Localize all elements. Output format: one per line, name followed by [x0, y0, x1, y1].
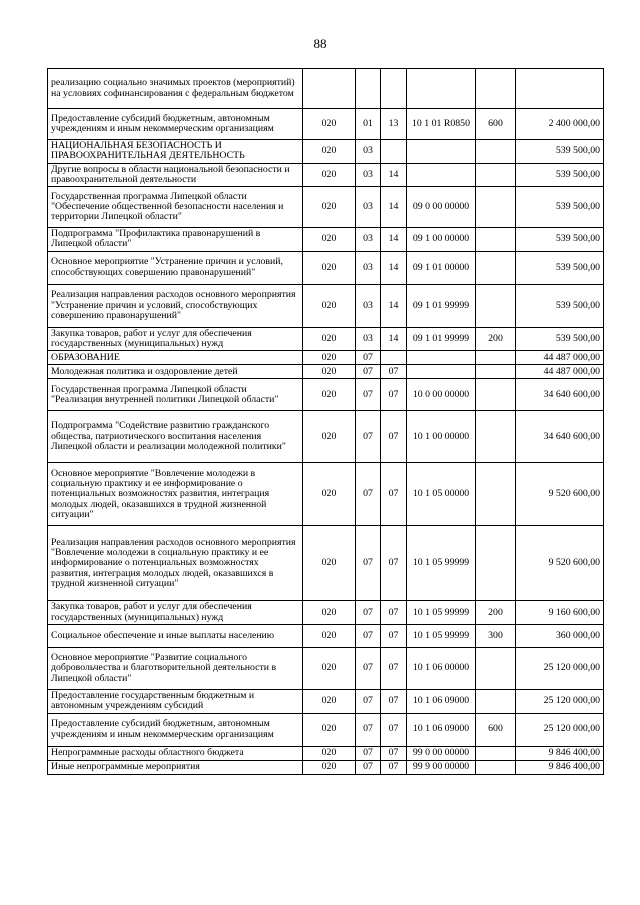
section-code: [356, 69, 381, 109]
subsection-code: 14: [381, 327, 407, 351]
table-row: [48, 526, 604, 601]
expense-type-code: [476, 647, 516, 689]
table-row: [48, 713, 604, 746]
admin-code: 020: [303, 463, 356, 526]
target-article-code: 99 0 00 00000: [407, 746, 476, 760]
item-name: Предоставление субсидий бюджетным, автономным учреждениям и иным некоммерческим организациям: [48, 713, 303, 746]
subsection-code: 14: [381, 228, 407, 252]
item-name: Непрограммные расходы областного бюджета: [48, 746, 303, 760]
admin-code: 020: [303, 163, 356, 187]
table-row: [48, 140, 604, 164]
subsection-code: 07: [381, 713, 407, 746]
amount: 25 120 000,00: [516, 647, 604, 689]
section-code: 07: [356, 601, 381, 625]
expense-type-code: 200: [476, 601, 516, 625]
target-article-code: [407, 365, 476, 379]
target-article-code: 10 1 00 00000: [407, 411, 476, 463]
table-row: [48, 365, 604, 379]
expense-type-code: [476, 760, 516, 774]
item-name: Иные непрограммные мероприятия: [48, 760, 303, 774]
expense-type-code: [476, 187, 516, 228]
admin-code: 020: [303, 760, 356, 774]
subsection-code: 14: [381, 251, 407, 284]
subsection-code: 07: [381, 379, 407, 411]
amount: 360 000,00: [516, 624, 604, 647]
section-code: 07: [356, 689, 381, 713]
item-name: Основное мероприятие "Вовлечение молодежи в социальную практику и ее информирование о потенциальных возможностях развития, интеграция молодых людей, оказавшихся в трудной жизненной ситуации": [48, 463, 303, 526]
amount: 9 846 400,00: [516, 760, 604, 774]
item-name: Закупка товаров, работ и услуг для обеспечения государственных (муниципальных) нужд: [48, 327, 303, 351]
target-article-code: 09 0 00 00000: [407, 187, 476, 228]
section-code: 03: [356, 187, 381, 228]
expense-type-code: [476, 163, 516, 187]
admin-code: 020: [303, 689, 356, 713]
admin-code: 020: [303, 327, 356, 351]
section-code: 07: [356, 526, 381, 601]
table-row: [48, 647, 604, 689]
table-row: [48, 351, 604, 365]
expense-type-code: [476, 526, 516, 601]
expense-type-code: [476, 351, 516, 365]
item-name: Подпрограмма "Содействие развитию гражданского общества, патриотического воспитания населения Липецкой области и реализации молодежной политики": [48, 411, 303, 463]
target-article-code: 10 1 05 00000: [407, 463, 476, 526]
budget-table-body: [48, 69, 604, 775]
item-name: Другие вопросы в области национальной безопасности и правоохранительной деятельности: [48, 163, 303, 187]
section-code: 03: [356, 163, 381, 187]
subsection-code: 13: [381, 109, 407, 140]
section-code: 07: [356, 647, 381, 689]
subsection-code: [381, 140, 407, 164]
section-code: 03: [356, 284, 381, 327]
subsection-code: [381, 351, 407, 365]
amount: 539 500,00: [516, 327, 604, 351]
admin-code: 020: [303, 624, 356, 647]
expense-type-code: 300: [476, 624, 516, 647]
section-code: 07: [356, 746, 381, 760]
subsection-code: 07: [381, 526, 407, 601]
item-name: ОБРАЗОВАНИЕ: [48, 351, 303, 365]
amount: 9 520 600,00: [516, 463, 604, 526]
amount: 9 846 400,00: [516, 746, 604, 760]
table-row: [48, 284, 604, 327]
expense-type-code: [476, 140, 516, 164]
target-article-code: 09 1 01 99999: [407, 327, 476, 351]
section-code: 07: [356, 365, 381, 379]
amount: 539 500,00: [516, 163, 604, 187]
section-code: 07: [356, 713, 381, 746]
expense-type-code: [476, 69, 516, 109]
table-row: [48, 69, 604, 109]
target-article-code: 10 1 05 99999: [407, 526, 476, 601]
subsection-code: 07: [381, 411, 407, 463]
subsection-code: 07: [381, 463, 407, 526]
item-name: Реализация направления расходов основного мероприятия "Устранение причин и условий, способствующих совершению правонарушений": [48, 284, 303, 327]
page-number: 88: [313, 36, 327, 51]
admin-code: 020: [303, 109, 356, 140]
amount: 2 400 000,00: [516, 109, 604, 140]
target-article-code: 10 1 01 R0850: [407, 109, 476, 140]
table-row: [48, 379, 604, 411]
item-name: Основное мероприятие "Развитие социального добровольчества и благотворительной деятельности в Липецкой области": [48, 647, 303, 689]
subsection-code: 07: [381, 689, 407, 713]
table-row: [48, 760, 604, 774]
subsection-code: 14: [381, 284, 407, 327]
budget-table: [47, 68, 604, 775]
admin-code: 020: [303, 379, 356, 411]
item-name: Социальное обеспечение и иные выплаты населению: [48, 624, 303, 647]
admin-code: 020: [303, 647, 356, 689]
subsection-code: [381, 69, 407, 109]
admin-code: 020: [303, 351, 356, 365]
admin-code: [303, 69, 356, 109]
table-row: [48, 109, 604, 140]
admin-code: 020: [303, 251, 356, 284]
target-article-code: [407, 140, 476, 164]
table-row: [48, 689, 604, 713]
table-row: [48, 251, 604, 284]
section-code: 03: [356, 140, 381, 164]
admin-code: 020: [303, 746, 356, 760]
target-article-code: 10 0 00 00000: [407, 379, 476, 411]
expense-type-code: [476, 251, 516, 284]
expense-type-code: [476, 411, 516, 463]
target-article-code: 09 1 00 00000: [407, 228, 476, 252]
section-code: 03: [356, 251, 381, 284]
item-name: Реализация направления расходов основного мероприятия "Вовлечение молодежи в социальную практику и ее информирование о потенциальных возможностях развития, интеграция молодых людей, оказавшихся в трудной жизненной ситуации": [48, 526, 303, 601]
admin-code: 020: [303, 365, 356, 379]
target-article-code: 99 9 00 00000: [407, 760, 476, 774]
item-name: НАЦИОНАЛЬНАЯ БЕЗОПАСНОСТЬ И ПРАВООХРАНИТЕЛЬНАЯ ДЕЯТЕЛЬНОСТЬ: [48, 140, 303, 164]
target-article-code: 10 1 06 09000: [407, 689, 476, 713]
admin-code: 020: [303, 187, 356, 228]
target-article-code: [407, 69, 476, 109]
admin-code: 020: [303, 601, 356, 625]
expense-type-code: 600: [476, 713, 516, 746]
subsection-code: 07: [381, 365, 407, 379]
subsection-code: 07: [381, 601, 407, 625]
target-article-code: 10 1 05 99999: [407, 624, 476, 647]
amount: 34 640 600,00: [516, 411, 604, 463]
section-code: 01: [356, 109, 381, 140]
amount: [516, 69, 604, 109]
expense-type-code: [476, 463, 516, 526]
table-row: [48, 411, 604, 463]
admin-code: 020: [303, 411, 356, 463]
item-name: Основное мероприятие "Устранение причин и условий, способствующих совершению правонарушений": [48, 251, 303, 284]
subsection-code: 14: [381, 187, 407, 228]
admin-code: 020: [303, 284, 356, 327]
item-name: Государственная программа Липецкой области "Обеспечение общественной безопасности населения и территории Липецкой области": [48, 187, 303, 228]
target-article-code: 10 1 06 00000: [407, 647, 476, 689]
target-article-code: 10 1 06 09000: [407, 713, 476, 746]
amount: 44 487 000,00: [516, 351, 604, 365]
subsection-code: 07: [381, 624, 407, 647]
expense-type-code: 200: [476, 327, 516, 351]
section-code: 03: [356, 228, 381, 252]
section-code: 07: [356, 379, 381, 411]
item-name: Предоставление субсидий бюджетным, автономным учреждениям и иным некоммерческим организациям: [48, 109, 303, 140]
expense-type-code: [476, 379, 516, 411]
expense-type-code: [476, 365, 516, 379]
table-row: [48, 463, 604, 526]
admin-code: 020: [303, 228, 356, 252]
item-name: Подпрограмма "Профилактика правонарушений в Липецкой области": [48, 228, 303, 252]
amount: 539 500,00: [516, 140, 604, 164]
section-code: 07: [356, 624, 381, 647]
table-row: [48, 746, 604, 760]
amount: 9 520 600,00: [516, 526, 604, 601]
table-row: [48, 601, 604, 625]
item-name: Закупка товаров, работ и услуг для обеспечения государственных (муниципальных) нужд: [48, 601, 303, 625]
item-name: Предоставление государственным бюджетным и автономным учреждениям субсидий: [48, 689, 303, 713]
admin-code: 020: [303, 713, 356, 746]
subsection-code: 14: [381, 163, 407, 187]
table-row: [48, 187, 604, 228]
target-article-code: [407, 163, 476, 187]
target-article-code: [407, 351, 476, 365]
amount: 34 640 600,00: [516, 379, 604, 411]
item-name: Государственная программа Липецкой области "Реализация внутренней политики Липецкой области": [48, 379, 303, 411]
amount: 9 160 600,00: [516, 601, 604, 625]
amount: 44 487 000,00: [516, 365, 604, 379]
expense-type-code: [476, 746, 516, 760]
section-code: 07: [356, 760, 381, 774]
amount: 539 500,00: [516, 284, 604, 327]
amount: 539 500,00: [516, 251, 604, 284]
target-article-code: 10 1 05 99999: [407, 601, 476, 625]
table-row: [48, 228, 604, 252]
expense-type-code: [476, 284, 516, 327]
amount: 539 500,00: [516, 187, 604, 228]
target-article-code: 09 1 01 00000: [407, 251, 476, 284]
amount: 25 120 000,00: [516, 713, 604, 746]
table-row: [48, 163, 604, 187]
subsection-code: 07: [381, 746, 407, 760]
item-name: Молодежная политика и оздоровление детей: [48, 365, 303, 379]
section-code: 07: [356, 411, 381, 463]
item-name: реализацию социально значимых проектов (мероприятий) на условиях софинансирования с федеральным бюджетом: [48, 69, 303, 109]
amount: 539 500,00: [516, 228, 604, 252]
subsection-code: 07: [381, 760, 407, 774]
expense-type-code: [476, 689, 516, 713]
table-row: [48, 624, 604, 647]
section-code: 07: [356, 351, 381, 365]
section-code: 03: [356, 327, 381, 351]
table-row: [48, 327, 604, 351]
admin-code: 020: [303, 526, 356, 601]
amount: 25 120 000,00: [516, 689, 604, 713]
subsection-code: 07: [381, 647, 407, 689]
expense-type-code: [476, 228, 516, 252]
target-article-code: 09 1 01 99999: [407, 284, 476, 327]
section-code: 07: [356, 463, 381, 526]
expense-type-code: 600: [476, 109, 516, 140]
admin-code: 020: [303, 140, 356, 164]
